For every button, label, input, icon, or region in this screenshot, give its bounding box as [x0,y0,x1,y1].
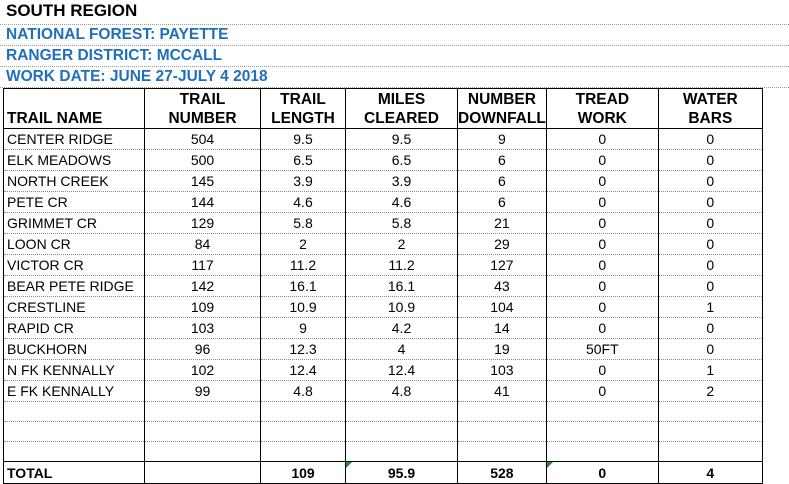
total-miles-cleared[interactable]: 95.9 [346,462,458,484]
empty-cell[interactable] [346,422,458,442]
cell-water-bars[interactable]: 2 [658,381,762,402]
forest-row [0,25,789,46]
work-date-label: WORK DATE: JUNE 27-JULY 4 2018 [6,68,268,85]
cell-miles-cleared[interactable]: 6.5 [346,150,458,171]
cell-number-downfall[interactable]: 9 [458,129,547,150]
cell-tread-work[interactable]: 0 [546,360,658,381]
empty-cell[interactable] [145,402,261,422]
cell-trail-length[interactable]: 2 [261,234,346,255]
col-header-number-downfall[interactable]: NUMBER DOWNFALL [458,89,547,129]
cell-trail-length[interactable]: 16.1 [261,276,346,297]
cell-trail-name[interactable]: ELK MEADOWS [4,150,145,171]
cell-trail-name[interactable]: PETE CR [4,192,145,213]
date-row [0,67,789,88]
cell-number-downfall[interactable]: 6 [458,150,547,171]
cell-trail-length[interactable]: 6.5 [261,150,346,171]
cell-water-bars[interactable]: 0 [658,234,762,255]
total-label[interactable]: TOTAL [4,462,145,484]
empty-cell[interactable] [658,422,762,442]
table-row [4,360,763,381]
total-trail-number[interactable] [145,462,261,484]
cell-tread-work[interactable]: 0 [546,381,658,402]
empty-cell[interactable] [145,442,261,462]
table-row [4,213,763,234]
cell-tread-work[interactable]: 0 [546,129,658,150]
table-row [4,255,763,276]
cell-tread-work[interactable]: 0 [546,318,658,339]
empty-cell[interactable] [261,442,346,462]
cell-trail-name[interactable]: CENTER RIDGE [4,129,145,150]
cell-miles-cleared[interactable]: 4.2 [346,318,458,339]
table-row [4,129,763,150]
cell-trail-length[interactable]: 10.9 [261,297,346,318]
cell-tread-work[interactable]: 0 [546,234,658,255]
total-tread-work[interactable]: 0 [546,462,658,484]
cell-water-bars[interactable]: 0 [658,255,762,276]
cell-tread-work[interactable]: 0 [546,297,658,318]
cell-tread-work[interactable]: 50FT [546,339,658,360]
table-body [4,129,763,484]
cell-trail-name[interactable]: NORTH CREEK [4,171,145,192]
cell-water-bars[interactable]: 0 [658,192,762,213]
cell-miles-cleared[interactable]: 12.4 [346,360,458,381]
cell-trail-number[interactable]: 99 [145,381,261,402]
cell-trail-name[interactable]: GRIMMET CR [4,213,145,234]
empty-cell[interactable] [458,442,547,462]
cell-trail-length[interactable]: 5.8 [261,213,346,234]
empty-row [4,442,763,462]
empty-cell[interactable] [458,422,547,442]
cell-tread-work[interactable]: 0 [546,276,658,297]
ranger-district-label: RANGER DISTRICT: MCCALL [6,47,223,64]
cell-trail-number[interactable]: 103 [145,318,261,339]
cell-trail-length[interactable]: 3.9 [261,171,346,192]
table-row [4,381,763,402]
col-header-water-bars[interactable]: WATER BARS [658,89,762,129]
col-header-trail-length[interactable]: TRAIL LENGTH [261,89,346,129]
cell-trail-number[interactable]: 109 [145,297,261,318]
empty-cell[interactable] [4,442,145,462]
trail-work-table [3,88,763,484]
table-row [4,150,763,171]
cell-trail-number[interactable]: 142 [145,276,261,297]
header-row [4,89,763,129]
cell-trail-name[interactable]: CRESTLINE [4,297,145,318]
empty-cell[interactable] [4,422,145,442]
cell-water-bars[interactable]: 1 [658,360,762,381]
cell-number-downfall[interactable]: 19 [458,339,547,360]
region-title: SOUTH REGION [6,1,138,20]
cell-trail-name[interactable]: VICTOR CR [4,255,145,276]
cell-trail-name[interactable]: E FK KENNALLY [4,381,145,402]
total-trail-length[interactable]: 109 [261,462,346,484]
cell-miles-cleared[interactable]: 4.8 [346,381,458,402]
col-header-tread-work[interactable]: TREAD WORK [546,89,658,129]
cell-miles-cleared[interactable]: 9.5 [346,129,458,150]
cell-trail-length[interactable]: 11.2 [261,255,346,276]
cell-trail-name[interactable]: BEAR PETE RIDGE [4,276,145,297]
empty-cell[interactable] [261,422,346,442]
cell-number-downfall[interactable]: 103 [458,360,547,381]
cell-tread-work[interactable]: 0 [546,192,658,213]
col-header-miles-cleared[interactable]: MILES CLEARED [346,89,458,129]
cell-trail-number[interactable]: 500 [145,150,261,171]
cell-trail-length[interactable]: 12.4 [261,360,346,381]
cell-trail-name[interactable]: N FK KENNALLY [4,360,145,381]
empty-cell[interactable] [546,442,658,462]
cell-water-bars[interactable]: 0 [658,171,762,192]
national-forest-label: NATIONAL FOREST: PAYETTE [6,26,229,43]
cell-water-bars[interactable]: 0 [658,129,762,150]
cell-number-downfall[interactable]: 29 [458,234,547,255]
cell-trail-name[interactable]: RAPID CR [4,318,145,339]
cell-water-bars[interactable]: 1 [658,297,762,318]
cell-trail-number[interactable]: 129 [145,213,261,234]
cell-trail-name[interactable]: BUCKHORN [4,339,145,360]
district-row [0,46,789,67]
cell-trail-number[interactable]: 117 [145,255,261,276]
cell-trail-number[interactable]: 96 [145,339,261,360]
empty-cell[interactable] [4,402,145,422]
cell-trail-number[interactable]: 504 [145,129,261,150]
empty-cell[interactable] [546,402,658,422]
cell-water-bars[interactable]: 0 [658,318,762,339]
total-row [4,462,763,484]
cell-miles-cleared[interactable]: 3.9 [346,171,458,192]
empty-cell[interactable] [658,402,762,422]
cell-tread-work[interactable]: 0 [546,213,658,234]
col-header-trail-number[interactable]: TRAIL NUMBER [145,89,261,129]
cell-trail-number[interactable]: 102 [145,360,261,381]
cell-number-downfall[interactable]: 127 [458,255,547,276]
total-number-downfall[interactable]: 528 [458,462,547,484]
cell-water-bars[interactable]: 0 [658,339,762,360]
empty-cell[interactable] [145,422,261,442]
cell-tread-work[interactable]: 0 [546,255,658,276]
cell-number-downfall[interactable]: 6 [458,171,547,192]
cell-number-downfall[interactable]: 21 [458,213,547,234]
cell-miles-cleared[interactable]: 16.1 [346,276,458,297]
empty-row [4,422,763,442]
cell-miles-cleared[interactable]: 10.9 [346,297,458,318]
cell-miles-cleared[interactable]: 2 [346,234,458,255]
cell-water-bars[interactable]: 0 [658,276,762,297]
empty-cell[interactable] [261,402,346,422]
cell-trail-name[interactable]: LOON CR [4,234,145,255]
cell-number-downfall[interactable]: 43 [458,276,547,297]
cell-miles-cleared[interactable]: 4.6 [346,192,458,213]
cell-water-bars[interactable]: 0 [658,150,762,171]
cell-trail-number[interactable]: 84 [145,234,261,255]
cell-number-downfall[interactable]: 6 [458,192,547,213]
cell-water-bars[interactable]: 0 [658,213,762,234]
empty-cell[interactable] [346,442,458,462]
col-header-trail-name[interactable]: TRAIL NAME [4,89,145,129]
cell-trail-length[interactable]: 9.5 [261,129,346,150]
cell-trail-number[interactable]: 145 [145,171,261,192]
table-row [4,318,763,339]
cell-number-downfall[interactable]: 41 [458,381,547,402]
empty-row [4,402,763,422]
cell-tread-work[interactable]: 0 [546,171,658,192]
cell-miles-cleared[interactable]: 11.2 [346,255,458,276]
cell-number-downfall[interactable]: 14 [458,318,547,339]
cell-trail-number[interactable]: 144 [145,192,261,213]
cell-trail-length[interactable]: 12.3 [261,339,346,360]
table-row [4,171,763,192]
region-title-row [0,0,789,25]
empty-cell[interactable] [658,442,762,462]
cell-number-downfall[interactable]: 104 [458,297,547,318]
cell-miles-cleared[interactable]: 4 [346,339,458,360]
cell-miles-cleared[interactable]: 5.8 [346,213,458,234]
table-row [4,276,763,297]
empty-cell[interactable] [346,402,458,422]
table-row [4,234,763,255]
total-water-bars[interactable]: 4 [658,462,762,484]
table-row [4,297,763,318]
cell-trail-length[interactable]: 4.6 [261,192,346,213]
cell-trail-length[interactable]: 4.8 [261,381,346,402]
cell-tread-work[interactable]: 0 [546,150,658,171]
empty-cell[interactable] [458,402,547,422]
table-row [4,192,763,213]
table-row [4,339,763,360]
empty-cell[interactable] [546,422,658,442]
cell-trail-length[interactable]: 9 [261,318,346,339]
